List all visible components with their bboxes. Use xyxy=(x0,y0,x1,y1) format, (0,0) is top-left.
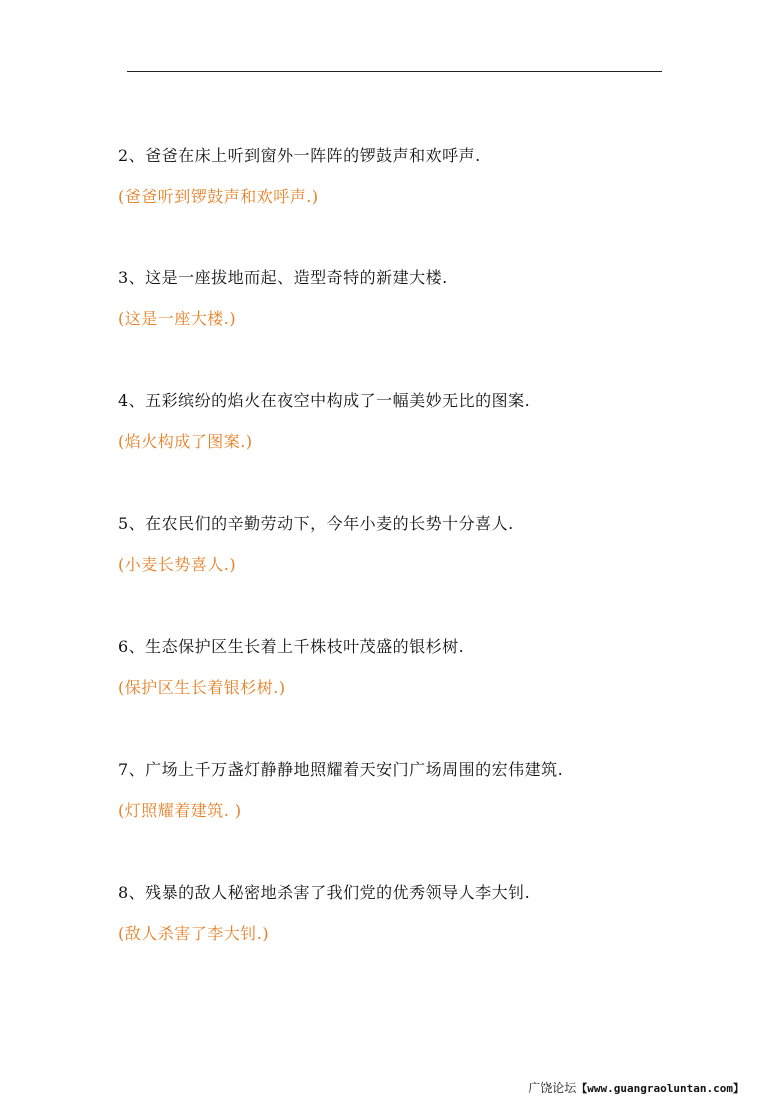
exercise-answer: (灯照耀着建筑. ) xyxy=(118,801,242,820)
exercise-answer: (这是一座大楼.) xyxy=(118,309,237,328)
exercise-sentence: 4、五彩缤纷的焰火在夜空中构成了一幅美妙无比的图案. xyxy=(118,391,531,410)
exercise-answer: (敌人杀害了李大钊.) xyxy=(118,924,270,943)
exercise-sentence: 3、这是一座拔地而起、造型奇特的新建大楼. xyxy=(118,268,448,287)
footer-site-name: 广饶论坛 xyxy=(528,1081,577,1095)
exercise-answer: (焰火构成了图案.) xyxy=(118,432,253,451)
footer-site-url[interactable]: 【www.guangraoluntan.com】 xyxy=(576,1082,744,1095)
exercise-answer: (保护区生长着银杉树.) xyxy=(118,678,286,697)
exercise-sentence: 8、残暴的敌人秘密地杀害了我们党的优秀领导人李大钊. xyxy=(118,883,531,902)
exercise-sentence: 5、在农民们的辛勤劳动下，今年小麦的长势十分喜人. xyxy=(118,514,514,533)
exercise-sentence: 7、广场上千万盏灯静静地照耀着天安门广场周围的宏伟建筑. xyxy=(118,760,564,779)
footer-watermark xyxy=(528,1080,744,1097)
top-divider-line xyxy=(127,71,662,72)
exercise-sentence: 2、爸爸在床上听到窗外一阵阵的锣鼓声和欢呼声. xyxy=(118,146,481,165)
exercise-answer: (小麦长势喜人.) xyxy=(118,555,237,574)
exercise-answer: (爸爸听到锣鼓声和欢呼声.) xyxy=(118,187,319,206)
exercise-sentence: 6、生态保护区生长着上千株枝叶茂盛的银杉树. xyxy=(118,637,465,656)
